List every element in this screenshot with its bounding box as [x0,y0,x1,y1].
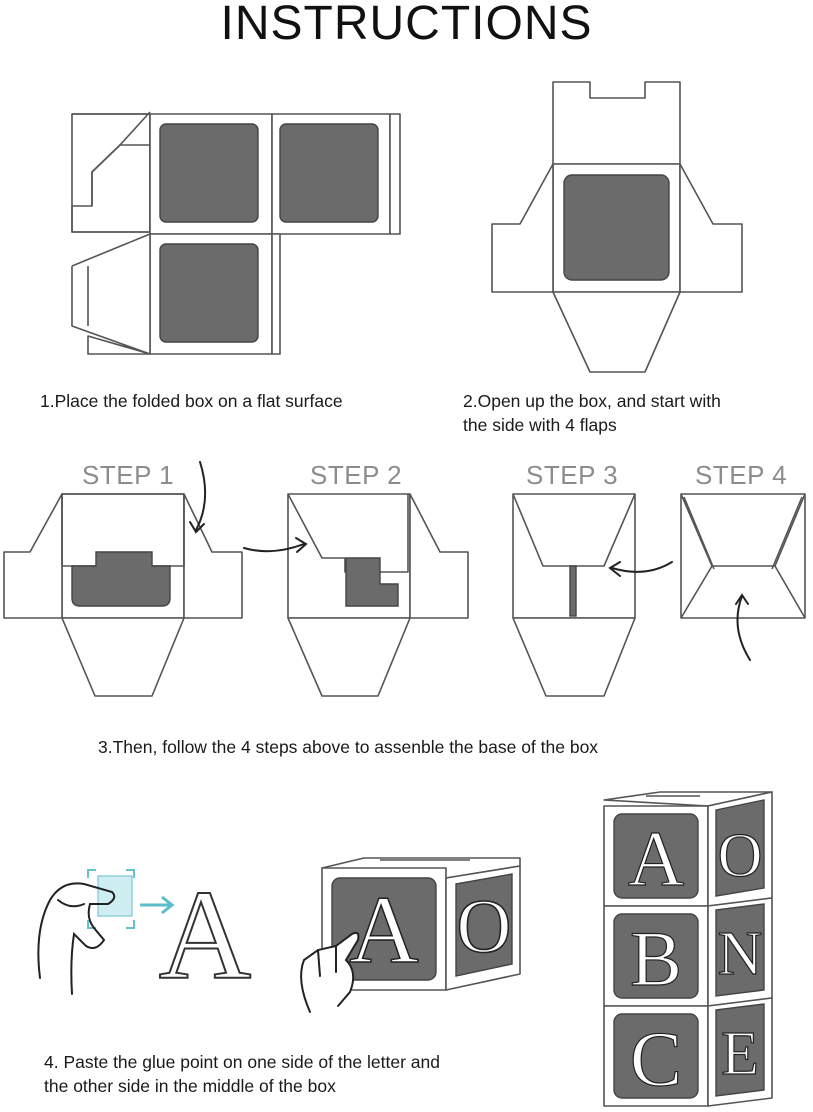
caption-step2-line2: the side with 4 flaps [463,415,617,435]
step-label-4: STEP 4 [695,460,788,490]
step2-diagram [244,494,468,696]
caption-step4-line1: 4. Paste the glue point on one side of the letter and [44,1052,440,1072]
stack-side-letter-3: E [721,1020,759,1088]
stack-front-letter-3: C [629,1015,683,1102]
page-title: INSTRUCTIONS [220,0,593,50]
caption-step1: 1.Place the folded box on a flat surface [40,391,343,411]
letter-a-outline: A [158,864,252,1006]
box-side-letter: O [456,885,512,969]
stack-front-letter-2: B [629,915,683,1002]
step-label-1: STEP 1 [82,460,175,490]
caption-step4-line2: the other side in the middle of the box [44,1076,336,1096]
stack-side-letter-2: N [717,920,763,988]
step-label-3: STEP 3 [526,460,619,490]
unfolded-box-diagram [492,82,742,372]
folded-box-diagram [72,112,400,354]
box-front-letter: A [349,876,419,983]
step-label-2: STEP 2 [310,460,403,490]
hand-pinch-icon [38,870,172,994]
step3-diagram [513,494,672,696]
step4-diagram [681,494,805,660]
caption-step2-line1: 2.Open up the box, and start with [463,391,721,411]
stack-side-letter-1: O [717,822,763,890]
stacked-letter-boxes [604,792,772,1106]
stack-front-letter-1: A [627,815,685,902]
step1-diagram [4,462,242,696]
caption-step3: 3.Then, follow the 4 steps above to assenble the base of the box [98,737,599,757]
